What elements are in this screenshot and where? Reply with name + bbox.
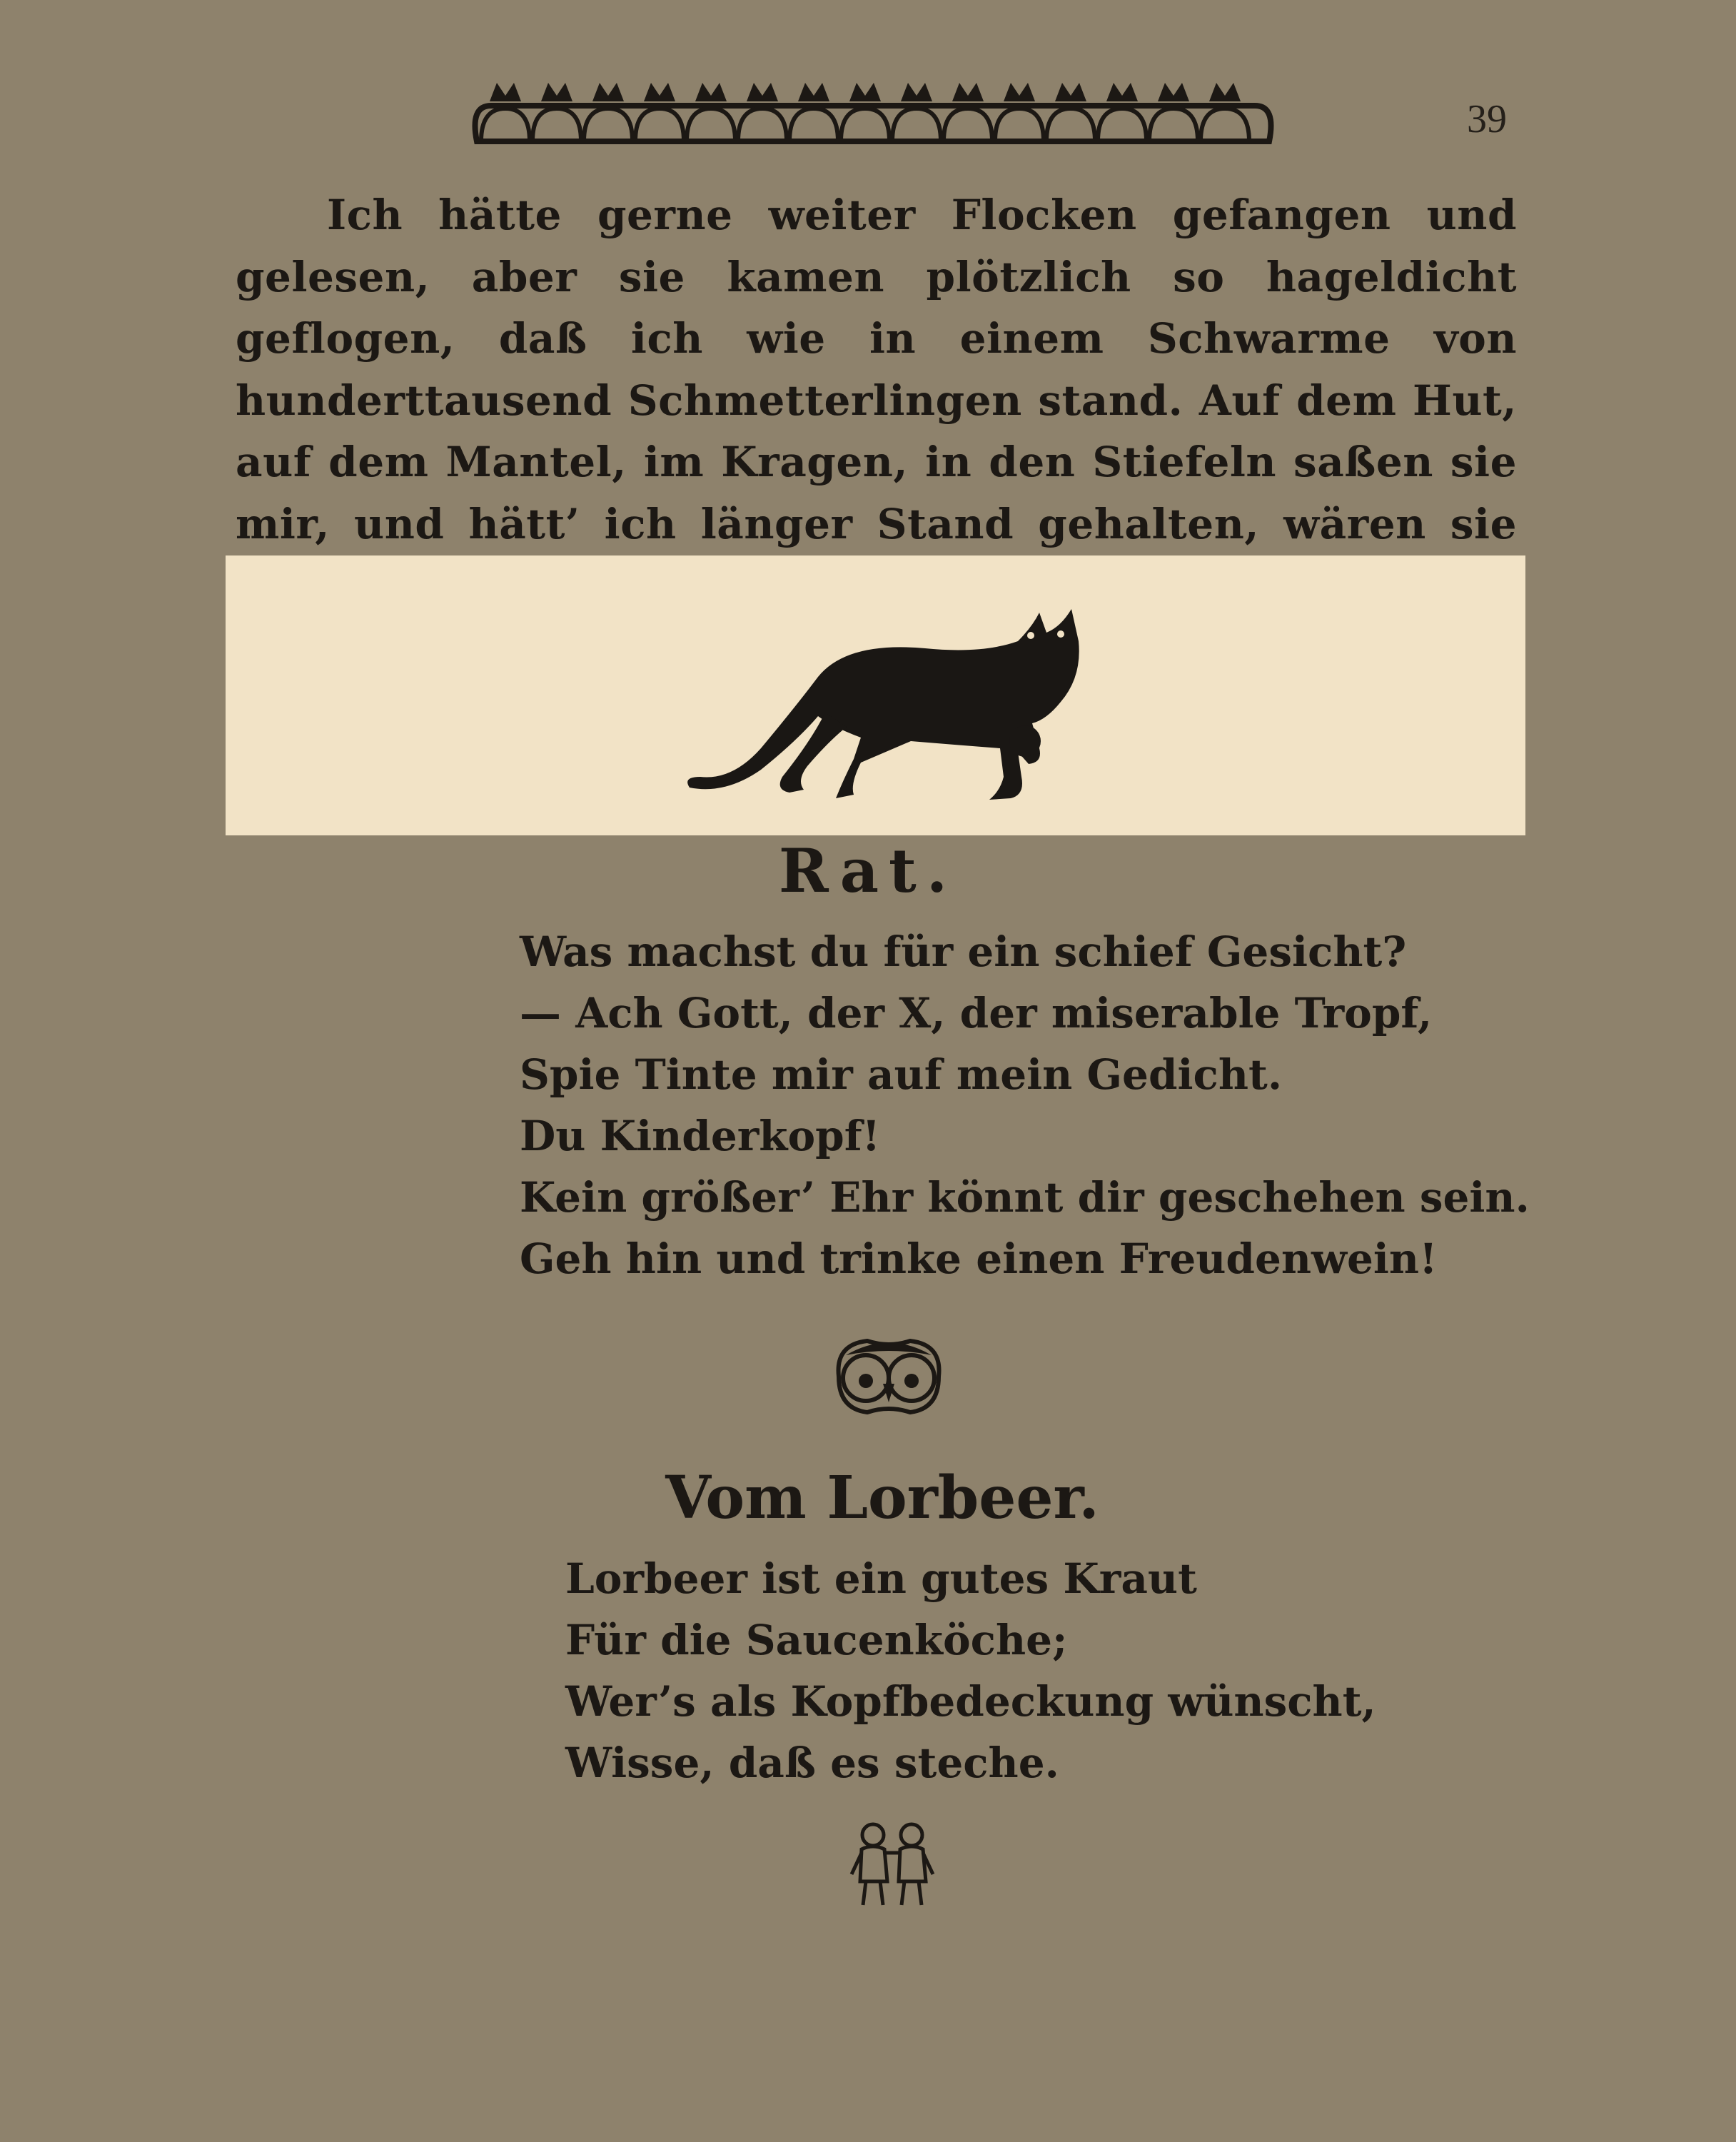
poem-line: Kein größer’ Ehr könnt dir geschehen sein. bbox=[520, 1173, 1530, 1222]
owl-vignette bbox=[832, 1334, 946, 1418]
poem-line: — Ach Gott, der X, der miserable Tropf, bbox=[520, 989, 1433, 1037]
poem-line: Was machst du für ein schief Gesicht? bbox=[520, 927, 1407, 976]
poem-line: Lorbeer ist ein gutes Kraut bbox=[565, 1554, 1197, 1603]
poem-line: Geh hin und trinke einen Freudenwein! bbox=[520, 1235, 1438, 1283]
poem-line: Spie Tinte mir auf mein Gedicht. bbox=[520, 1050, 1283, 1099]
prose-paragraph: Ich hätte gerne weiter Flocken gefangen und gelesen, aber sie kamen plötzlich so hageldicht geflogen, daß ich wie in einem Schwarme von hunderttausend Schmetterlingen stand. Auf dem Hut, auf dem Mantel, im Kragen, in den Stiefeln saßen sie mir, und hätt’ ich länger Stand gehalten, wären sie bbox=[236, 191, 1517, 548]
two-figures-vignette bbox=[846, 1821, 939, 1910]
poem-title: Vom Lorbeer. bbox=[665, 1464, 1099, 1532]
poem-lorbeer bbox=[565, 1548, 1376, 1794]
poem-line: Für die Saucenköche; bbox=[565, 1616, 1068, 1664]
poem-line: Wisse, daß es steche. bbox=[565, 1739, 1059, 1787]
poem-title: Rat. bbox=[778, 835, 958, 906]
poem-line: Du Kinderkopf! bbox=[520, 1112, 881, 1160]
frieze-ornament bbox=[463, 77, 1283, 150]
cat-silhouette bbox=[682, 598, 1104, 813]
poem-line: Wer’s als Kopfbedeckung wünscht, bbox=[565, 1677, 1376, 1726]
black-cat-illustration bbox=[226, 555, 1525, 835]
poem-rat bbox=[520, 921, 1530, 1289]
page-number: 39 bbox=[1467, 97, 1507, 141]
